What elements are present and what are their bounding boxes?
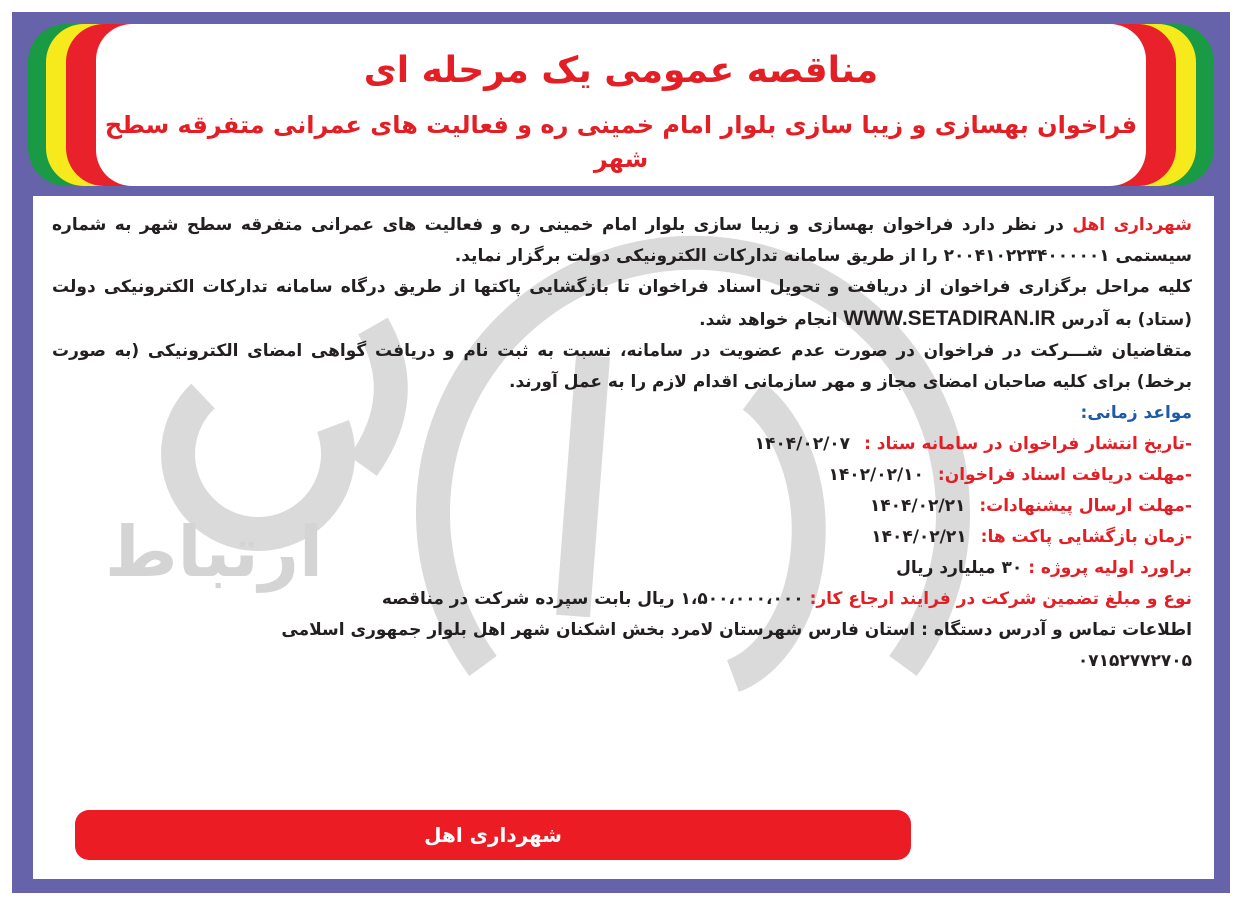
intro-text: در نظر دارد فراخوان بهسازی و زیبا سازی بلوار امام خمینی ره و فعالیت های عمرانی متفرقه سطح شهر به شماره سیستمی bbox=[52, 215, 1192, 266]
estimate-line bbox=[52, 553, 1192, 584]
signature-banner: شهرداری اهل bbox=[75, 810, 911, 860]
contact-address: اطلاعات تماس و آدرس دستگاه : استان فارس شهرستان لامرد بخش اشکنان شهر اهل بلوار جمهوری اسلامی bbox=[281, 620, 1192, 640]
page-title: مناقصه عمومی یک مرحله ای bbox=[363, 50, 879, 91]
header-banner bbox=[28, 24, 1214, 186]
applicants-paragraph: متقاضیان شـــرکت در فراخوان در صورت عدم عضویت در سامانه، نسبت به ثبت نام و دریافت گواهی امضای الکترونیکی (به صورت برخط) برای کلیه صاحبان امضای مجاز و مهر سازمانی اقدام لازم را به عمل آورند. bbox=[52, 341, 1192, 392]
intro-paragraph bbox=[52, 210, 1192, 272]
guarantee-label: نوع و مبلغ تضمین شرکت در فرایند ارجاع کار: bbox=[809, 589, 1192, 609]
schedule-item bbox=[52, 522, 1192, 553]
schedule-label: -مهلت ارسال پیشنهادات: bbox=[979, 496, 1192, 516]
schedule-item bbox=[52, 460, 1192, 491]
schedule-value: ۱۴۰۲/۰۲/۱۰ bbox=[828, 465, 924, 485]
setad-link[interactable]: WWW.SETADIRAN.IR bbox=[843, 307, 1056, 330]
stages-paragraph bbox=[52, 272, 1192, 336]
notice-content bbox=[52, 210, 1192, 677]
notice-body bbox=[33, 196, 1214, 879]
intro-text-end: را از طریق سامانه تدارکات الکترونیکی دولت برگزار نماید. bbox=[454, 246, 944, 266]
schedule-item bbox=[52, 491, 1192, 522]
svg-text:ارتباط: ارتباط bbox=[104, 511, 323, 593]
schedule-value: ۱۴۰۴/۰۲/۲۱ bbox=[869, 496, 966, 516]
schedule-item bbox=[52, 429, 1192, 460]
guarantee-value: ۱،۵۰۰،۰۰۰،۰۰۰ ریال بابت سپرده شرکت در مناقصه bbox=[381, 589, 810, 609]
contact-phone: ۰۷۱۵۲۷۷۲۷۰۵ bbox=[1077, 651, 1192, 671]
header-panel bbox=[96, 24, 1146, 186]
estimate-value: ۳۰ میلیارد ریال bbox=[896, 558, 1029, 578]
estimate-label: براورد اولیه پروژه : bbox=[1028, 558, 1192, 578]
schedule-heading: مواعد زمانی: bbox=[1080, 403, 1192, 423]
organization-name: شهرداری اهل bbox=[1072, 215, 1192, 235]
guarantee-line bbox=[52, 584, 1192, 615]
schedule-label: -تاریخ انتشار فراخوان در سامانه ستاد : bbox=[864, 434, 1192, 454]
stages-text: کلیه مراحل برگزاری فراخوان از دریافت و تحویل اسناد فراخوان تا بازگشایی پاکتها از طریق درگاه سامانه تدارکات الکترونیکی دولت (ستاد) به آدرس bbox=[52, 277, 1192, 330]
schedule-label: -مهلت دریافت اسناد فراخوان: bbox=[937, 465, 1192, 485]
schedule-value: ۱۴۰۴/۰۲/۲۱ bbox=[871, 527, 967, 547]
stages-text-end: انجام خواهد شد. bbox=[699, 310, 844, 330]
schedule-label: -زمان بازگشایی پاکت ها: bbox=[980, 527, 1192, 547]
schedule-value: ۱۴۰۴/۰۲/۰۷ bbox=[754, 434, 851, 454]
page-subtitle: فراخوان بهسازی و زیبا سازی بلوار امام خمینی ره و فعالیت های عمرانی متفرقه سطح شهر bbox=[104, 111, 1138, 173]
system-number: ۲۰۰۴۱۰۲۲۳۴۰۰۰۰۰۱ bbox=[943, 246, 1110, 266]
